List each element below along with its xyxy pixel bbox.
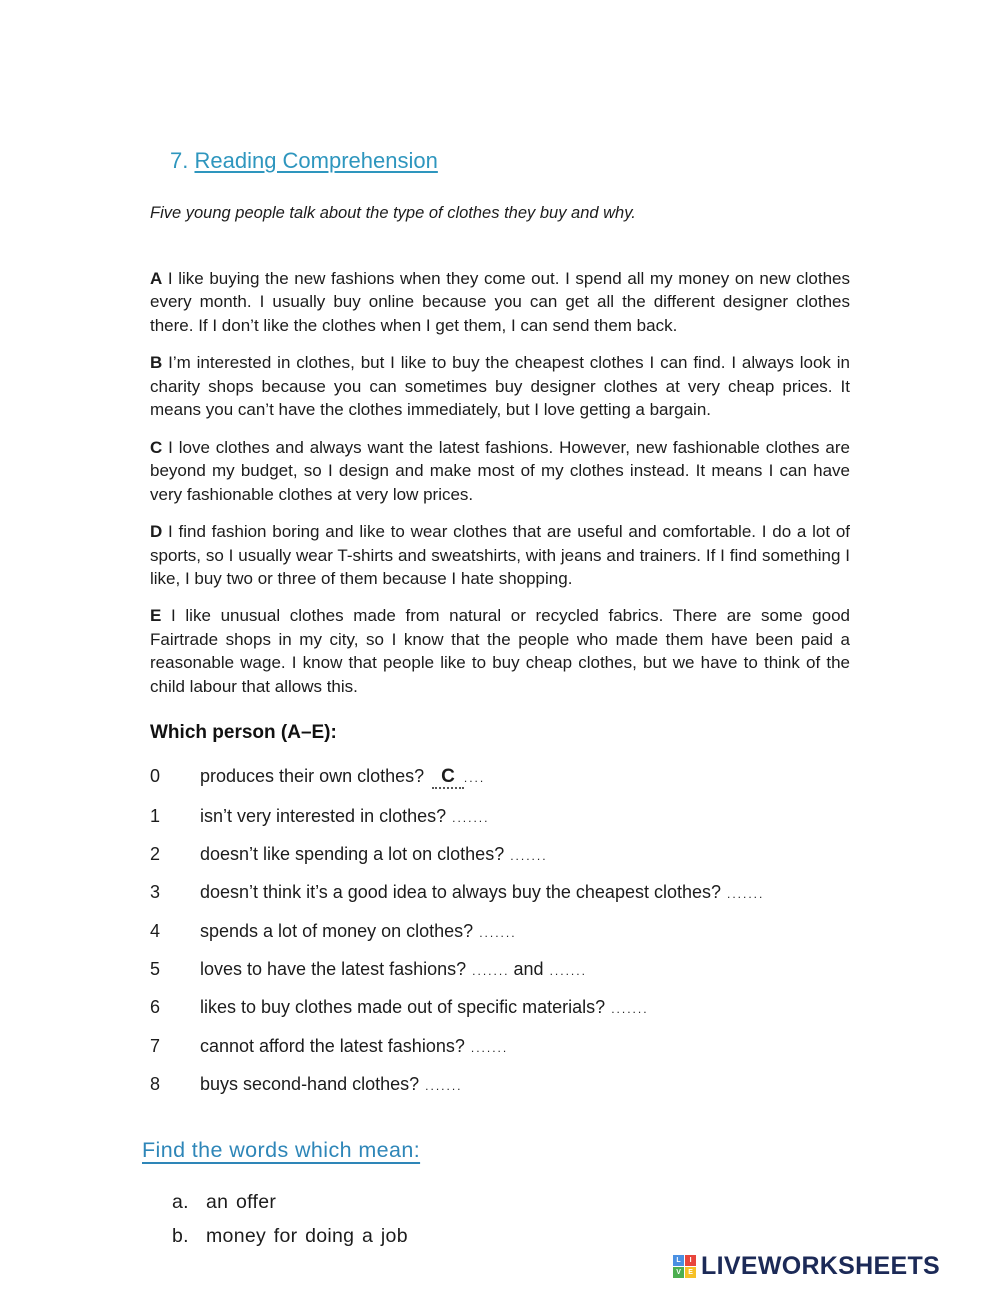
question-text: likes to buy clothes made out of specific materials? [200, 997, 606, 1018]
word-item-label: a. [172, 1191, 189, 1214]
which-person-heading: Which person (A–E): [150, 722, 337, 744]
passage-text: I like unusual clothes made from natural or recycled fabrics. There are some good Fairtrade shops in my city, so I know that the people who made them have been paid a reasonable wage. I know that people like to buy cheap clothes, but we have to think of the child labour that allows this. [150, 606, 850, 696]
question-text: isn’t very interested in clothes? [200, 805, 447, 826]
answer-blank[interactable]: ....... [611, 1002, 649, 1017]
question-text: spends a lot of money on clothes? [200, 920, 474, 941]
question-number: 8 [150, 1073, 161, 1094]
question-list [150, 764, 810, 1096]
brand-text: LIVEWORKSHEETS [701, 1252, 940, 1280]
answer-blank[interactable]: ....... [549, 964, 587, 979]
word-item-text: money for doing a job [206, 1225, 408, 1248]
passage-text: I find fashion boring and like to wear clothes that are useful and comfortable. I do a lot of sports, so I usually wear T-shirts and sweatshirts, with jeans and trainers. If I find something I like, I buy two or three of them because I hate shopping. [150, 522, 850, 588]
page-title [170, 148, 850, 174]
answer-blank[interactable]: ....... [425, 1078, 463, 1093]
question-text: buys second-hand clothes? [200, 1073, 420, 1094]
answer-value[interactable]: C [432, 766, 464, 789]
word-item-label: b. [172, 1225, 189, 1248]
passage-d [150, 520, 850, 590]
passage-b [150, 351, 850, 421]
question-text: doesn’t like spending a lot on clothes? [200, 844, 505, 865]
passage-label: B [150, 353, 163, 373]
answer-blank[interactable]: ....... [452, 810, 490, 825]
question-number: 3 [150, 882, 161, 903]
question-text: produces their own clothes? [200, 766, 425, 787]
logo-square-icon: V [673, 1267, 684, 1278]
question-number: 5 [150, 959, 161, 980]
word-item-b [172, 1225, 850, 1248]
passage-label: A [150, 269, 163, 288]
find-words-heading: Find the words which mean: [142, 1138, 421, 1163]
passage-e [150, 604, 850, 698]
intro-text: Five young people talk about the type of clothes they buy and why. [150, 204, 636, 222]
question-number: 2 [150, 844, 161, 865]
question-number: 6 [150, 997, 161, 1018]
question-row-3 [150, 880, 810, 904]
answer-blank[interactable]: ....... [510, 849, 548, 864]
word-item-a [172, 1191, 850, 1214]
passage-text: I’m interested in clothes, but I like to buy the cheapest clothes I can find. I always look in charity shops because you can sometimes buy designer clothes at very cheap prices. It means you can’t have the clothes immediately, but I love getting a bargain. [150, 353, 850, 420]
question-text: doesn’t think it’s a good idea to always buy the cheapest clothes? [200, 882, 722, 903]
question-row-6 [150, 995, 810, 1019]
question-row-7 [150, 1034, 810, 1058]
logo-square-icon: E [685, 1267, 696, 1278]
question-text: cannot afford the latest fashions? [200, 1035, 465, 1056]
passages [150, 267, 850, 698]
question-row-5 [150, 957, 810, 981]
question-row-0 [150, 764, 810, 790]
answer-blank[interactable]: .... [463, 771, 486, 786]
liveworksheets-logo [673, 1252, 940, 1281]
question-number: 4 [150, 920, 161, 941]
section-number: 7. [170, 148, 189, 173]
passage-c [150, 436, 850, 506]
liveworksheets-grid-icon [673, 1255, 696, 1278]
passage-text: I love clothes and always want the latest fashions. However, new fashionable clothes are beyond my budget, so I design and make most of my clothes instead. It means I can have very fashionable clothes at very low prices. [150, 437, 850, 504]
connector-text: and [513, 959, 544, 980]
question-row-2 [150, 842, 810, 866]
question-number: 1 [150, 805, 161, 826]
passage-label: E [150, 606, 162, 626]
passage-text: I like buying the new fashions when they come out. I spend all my money on new clothes every month. I usually buy online because you can get all the different designer clothes there. If I don’t like the clothes when I get them, I can send them back. [150, 269, 850, 335]
question-number: 7 [150, 1035, 161, 1056]
question-text: loves to have the latest fashions? [200, 959, 467, 980]
logo-square-icon: L [673, 1255, 684, 1266]
passage-label: D [150, 522, 163, 542]
question-row-1 [150, 804, 810, 828]
passage-label: C [150, 437, 163, 457]
passage-a [150, 267, 850, 337]
question-number: 0 [150, 766, 161, 787]
answer-blank[interactable]: ....... [479, 925, 517, 940]
word-item-list [172, 1191, 850, 1248]
section-title: Reading Comprehension [194, 148, 438, 173]
logo-square-icon: I [685, 1255, 696, 1266]
question-row-8 [150, 1072, 810, 1096]
word-item-text: an offer [206, 1191, 277, 1214]
question-row-4 [150, 919, 810, 943]
answer-blank[interactable]: ....... [470, 1040, 509, 1055]
answer-blank[interactable]: ....... [472, 964, 510, 979]
answer-blank[interactable]: ....... [727, 887, 765, 902]
